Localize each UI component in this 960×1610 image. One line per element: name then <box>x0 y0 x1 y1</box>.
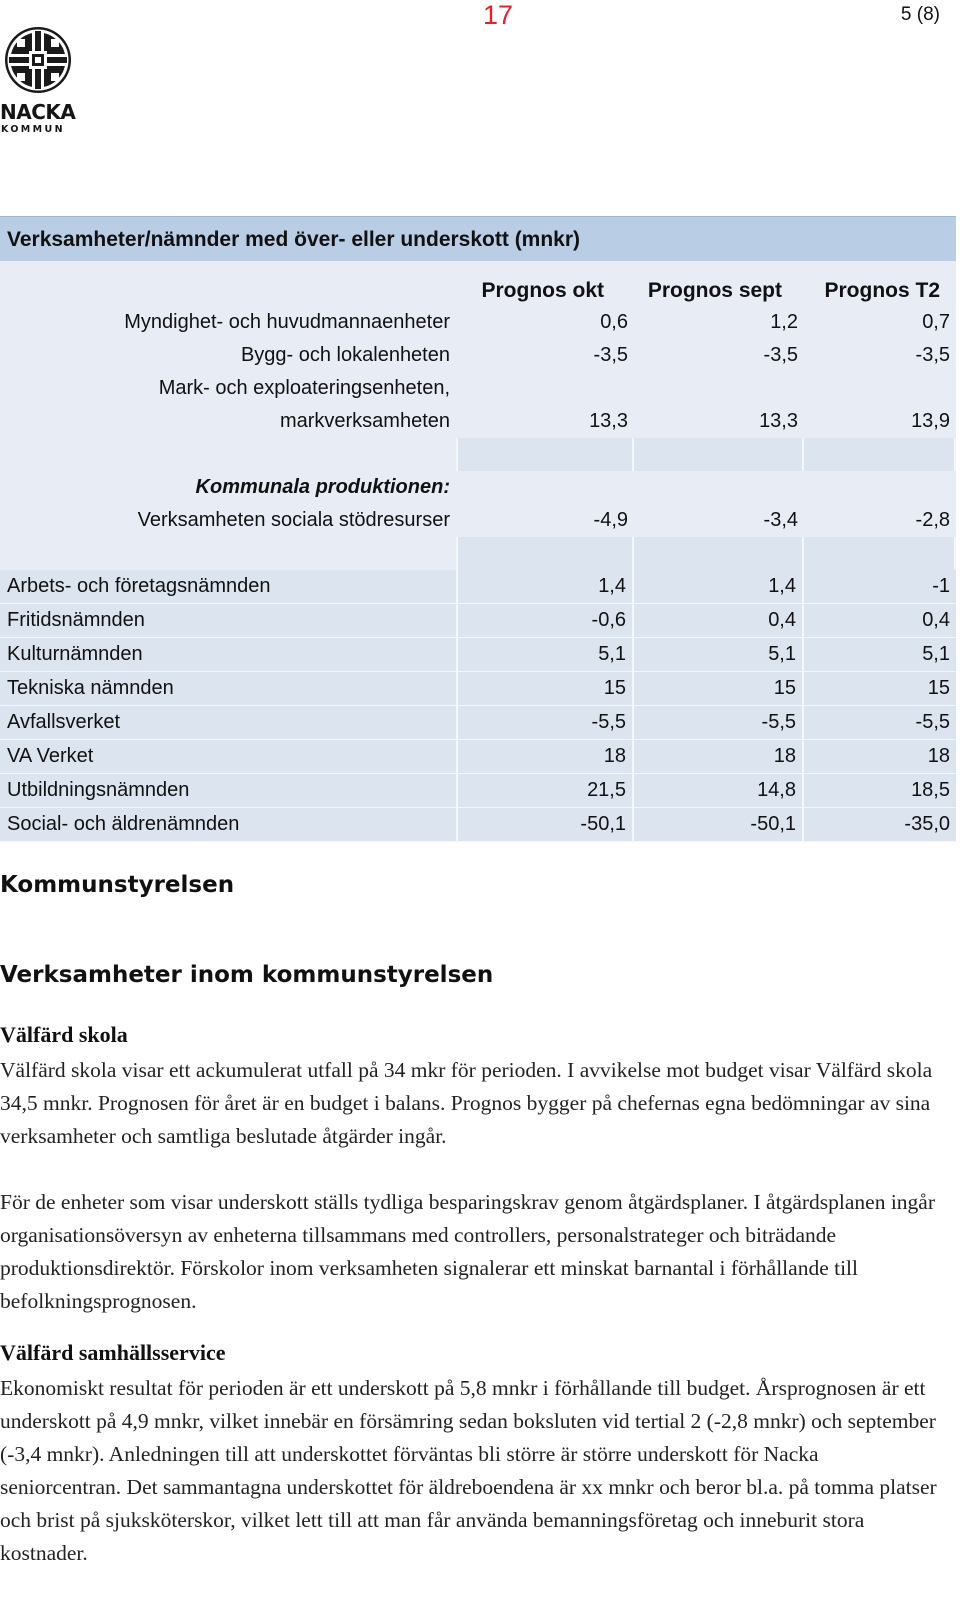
row-label: Avfallsverket <box>0 706 458 740</box>
cell-value: 18 <box>804 740 956 774</box>
table-title: Verksamheter/nämnder med över- eller underskott (mnkr) <box>0 216 956 261</box>
section-heading: Kommunstyrelsen <box>0 872 235 898</box>
subsection-heading: Välfärd skola <box>0 1022 128 1047</box>
cell-value: 13,3 <box>589 410 628 432</box>
cell-value: -3,5 <box>915 344 950 366</box>
column-header: Prognos sept <box>647 279 782 302</box>
logo-subtitle: KOMMUN <box>1 124 65 135</box>
cell-value: 15 <box>634 672 804 706</box>
cell-value: 15 <box>458 672 634 706</box>
table-row <box>0 706 956 740</box>
cell-value: -4,9 <box>593 509 628 531</box>
cell-value: 1,4 <box>634 570 804 604</box>
table-spacer <box>0 537 956 570</box>
logo-wordmark: NACKA <box>0 100 76 124</box>
cell-value: -3,4 <box>763 509 798 531</box>
cell-value: 13,3 <box>759 410 798 432</box>
paragraph: Ekonomiskt resultat för perioden är ett underskott på 5,8 mnkr i förhållande till budget. Årsprognosen är ett underskott på 4,9 mnkr, vilket innebär en försämring sedan boksluten vid tertial 2 (-2,8 mnkr) och september (-3,4 mnkr). Anledningen till att underskottet förväntas bli större är större underskott för Nacka seniorcentran. Det sammantagna underskottet för äldreboendena är xx mnkr och beror bl.a. på tomma platser och brist på sjuksköterskor, vilket lett till att man får använda bemanningsföretag och inneburit stora kostnader. <box>0 1376 937 1565</box>
row-label-line: Mark- och exploateringsenheten, <box>158 377 450 399</box>
table-spacer <box>0 438 956 471</box>
cell-value: 18,5 <box>804 774 956 808</box>
cell-value: 21,5 <box>458 774 634 808</box>
table-row <box>0 372 956 438</box>
table-row <box>0 471 956 504</box>
cell-value: -3,5 <box>593 344 628 366</box>
table-row <box>0 339 956 372</box>
section-heading: Verksamheter inom kommunstyrelsen <box>0 962 494 988</box>
cell-value: -50,1 <box>634 808 804 842</box>
cell-value: 1,4 <box>458 570 634 604</box>
row-label: Utbildningsnämnden <box>0 774 458 808</box>
column-header: Prognos T2 <box>824 279 940 302</box>
cell-value: -5,5 <box>458 706 634 740</box>
paragraph: Välfärd skola visar ett ackumulerat utfall på 34 mkr för perioden. I avvikelse mot budget visar Välfärd skola 34,5 mnkr. Prognosen för året är en budget i balans. Prognos bygger på chefernas egna bedömningar av sina verksamheter och samtliga beslutade åtgärder ingår. <box>0 1058 933 1148</box>
nacka-crest-icon <box>0 26 76 98</box>
cell-value: 5,1 <box>634 638 804 672</box>
cell-value: -35,0 <box>804 808 956 842</box>
row-label: Bygg- och lokalenheten <box>240 344 450 366</box>
subsection-heading: Välfärd samhällsservice <box>0 1340 226 1365</box>
cell-value: 13,9 <box>911 410 950 432</box>
cell-value: 0,6 <box>600 311 628 333</box>
cell-value: -50,1 <box>458 808 634 842</box>
table-row <box>0 774 956 808</box>
cell-value: 5,1 <box>804 638 956 672</box>
table-row <box>0 638 956 672</box>
cell-value: 15 <box>804 672 956 706</box>
row-label: Tekniska nämnden <box>0 672 458 706</box>
cell-value: 0,4 <box>804 604 956 638</box>
table-column-headers <box>0 261 956 306</box>
cell-value: 5,1 <box>458 638 634 672</box>
row-label: Arbets- och företagsnämnden <box>0 570 458 604</box>
row-label: VA Verket <box>0 740 458 774</box>
cell-value: 0,4 <box>634 604 804 638</box>
row-label: Myndighet- och huvudmannaenheter <box>124 311 450 333</box>
cell-value: 18 <box>458 740 634 774</box>
page-number-red: 17 <box>483 0 514 30</box>
cell-value: -3,5 <box>763 344 798 366</box>
cell-value: 0,7 <box>922 311 950 333</box>
table-row <box>0 604 956 638</box>
forecast-table <box>0 216 956 842</box>
nacka-kommun-logo <box>0 26 82 140</box>
cell-value: -1 <box>804 570 956 604</box>
cell-value: 14,8 <box>634 774 804 808</box>
table-row <box>0 808 956 842</box>
paragraph: För de enheter som visar underskott ställs tydliga besparingskrav genom åtgärdsplaner. I åtgärdsplanen ingår organisationsöversyn av enheterna tillsammans med controllers, personalstrateger och biträdande produktionsdirektör. Förskolor inom verksamheten signalerar ett minskat barnantal i förhållande till befolkningsprognosen. <box>0 1190 935 1313</box>
cell-value: -5,5 <box>804 706 956 740</box>
row-label: Fritidsnämnden <box>0 604 458 638</box>
row-label: Social- och äldrenämnden <box>0 808 458 842</box>
row-label: Kulturnämnden <box>0 638 458 672</box>
cell-value: -0,6 <box>458 604 634 638</box>
cell-value: 1,2 <box>770 311 798 333</box>
page-number: 5 (8) <box>900 4 940 25</box>
table-row <box>0 570 956 604</box>
group-heading: Kommunala produktionen: <box>195 476 450 498</box>
column-header: Prognos okt <box>481 279 604 302</box>
table-row <box>0 740 956 774</box>
row-label <box>0 372 458 438</box>
table-row <box>0 306 956 339</box>
table-row <box>0 672 956 706</box>
row-label: Verksamheten sociala stödresurser <box>137 509 450 531</box>
cell-value: -5,5 <box>634 706 804 740</box>
row-label-line: markverksamheten <box>279 410 450 432</box>
table-row <box>0 504 956 537</box>
cell-value: 18 <box>634 740 804 774</box>
cell-value: -2,8 <box>915 509 950 531</box>
